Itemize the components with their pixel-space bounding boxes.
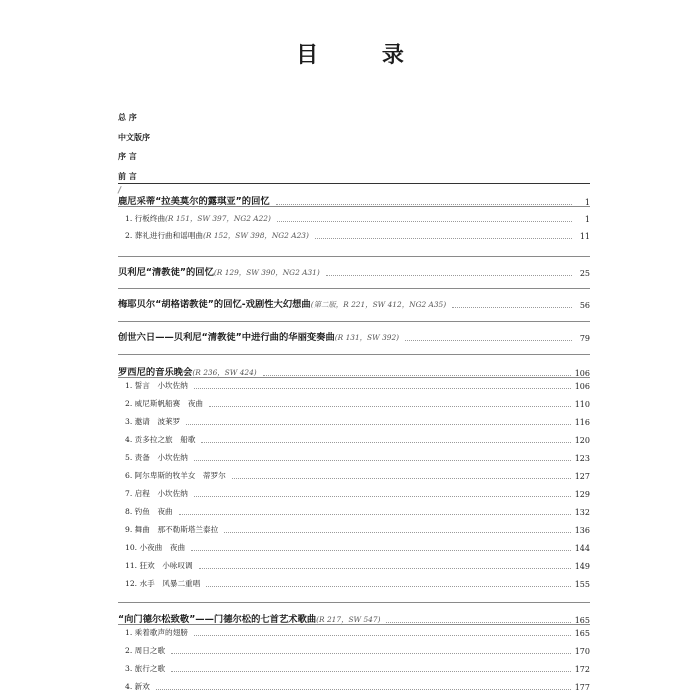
toc-section-mendelssohn[interactable] (118, 611, 590, 625)
item-title: 4. 新欢 (125, 682, 150, 691)
leader-dots (179, 514, 571, 515)
item-title: 7. 启程 小坎佐纳 (125, 489, 188, 498)
item-title: 8. 钓鱼 夜曲 (125, 507, 173, 516)
toc-item[interactable] (118, 542, 590, 553)
toc-item[interactable] (118, 488, 590, 499)
leader-dots (326, 275, 572, 276)
page-number: 116 (574, 418, 590, 427)
item-title: 9. 舞曲 那不勒斯塔兰泰拉 (125, 525, 219, 534)
toc-section-soirees[interactable] (118, 364, 590, 378)
leader-dots (405, 340, 572, 341)
page-number: 56 (579, 301, 590, 310)
page-number: 132 (574, 508, 590, 517)
section-rule (118, 321, 590, 322)
leader-dots (171, 671, 571, 672)
page-number: 11 (579, 232, 590, 241)
item-title: 10. 小夜曲 夜曲 (125, 543, 186, 552)
front-matter-foreword[interactable]: 前 言 (118, 172, 137, 182)
page-number: 165 (574, 616, 590, 625)
item-title: 1. 乘着歌声的翅膀 (125, 628, 188, 637)
toc-section-puritani[interactable] (118, 264, 590, 278)
toc-item[interactable] (118, 416, 590, 427)
section-rule (118, 377, 590, 378)
section-title: 创世六日——贝利尼“清教徒”中进行曲的华丽变奏曲(R 131，SW 392) (118, 332, 400, 343)
leader-dots (201, 442, 570, 443)
catalog-reference: (R 236，SW 424) (192, 368, 257, 377)
section-rule (118, 624, 590, 625)
section-title: 鹿尼采蒂“拉美莫尔的露琪亚”的回忆 (118, 196, 270, 207)
toc-item[interactable] (118, 524, 590, 535)
leader-dots (191, 550, 571, 551)
section-title: “向门德尔松致敬”——门德尔松的七首艺术歌曲(R 217，SW 547) (118, 614, 381, 625)
catalog-reference: (R 152，SW 398，NG2 A23) (203, 231, 309, 240)
toc-item[interactable] (118, 434, 590, 445)
page-number: 172 (574, 665, 590, 674)
toc-item[interactable] (118, 663, 590, 674)
leader-dots (194, 635, 571, 636)
toc-item[interactable] (118, 380, 590, 391)
leader-dots (209, 406, 571, 407)
item-title: 4. 贡多拉之旅 船歌 (125, 435, 196, 444)
page-number: 25 (579, 269, 590, 278)
leader-dots (263, 375, 571, 376)
leader-dots (277, 221, 572, 222)
catalog-reference: (第二版，R 221，SW 412，NG2 A35) (310, 300, 447, 309)
leader-dots (171, 653, 571, 654)
item-title: 2. 周日之歌 (125, 646, 166, 655)
item-title: 3. 旅行之歌 (125, 664, 166, 673)
item-title: 2. 葬礼进行曲和谣唱曲(R 152，SW 398，NG2 A23) (125, 231, 309, 240)
section-rule (118, 354, 590, 355)
page-number: 1 (584, 215, 590, 224)
front-matter-preface[interactable]: 序 言 (118, 152, 137, 162)
leader-dots (194, 460, 571, 461)
section-rule (118, 206, 590, 207)
toc-item[interactable] (118, 560, 590, 571)
item-title: 11. 狂欢 小咏叹调 (125, 561, 193, 570)
leader-dots (232, 478, 571, 479)
page-number: 127 (574, 472, 590, 481)
leader-dots (386, 622, 570, 623)
item-title: 2. 威尼斯帆船赛 夜曲 (125, 399, 204, 408)
toc-item[interactable] (118, 452, 590, 463)
leader-dots (224, 532, 571, 533)
item-title: 3. 邀请 波莱罗 (125, 417, 181, 426)
section-title: 罗西尼的音乐晚会(R 236，SW 424) (118, 367, 257, 378)
front-matter-chinese-preface[interactable]: 中文版序 (118, 132, 150, 142)
page-number: 177 (574, 683, 590, 692)
item-title: 12. 水手 风暴二重唱 (125, 579, 201, 588)
toc-item[interactable] (118, 230, 590, 241)
page-number: 149 (574, 562, 590, 571)
page-number: 165 (574, 629, 590, 638)
toc-item[interactable] (118, 681, 590, 692)
page-number: 120 (574, 436, 590, 445)
leader-dots (315, 238, 572, 239)
page-number: 123 (574, 454, 590, 463)
toc-item[interactable] (118, 627, 590, 638)
page-number: 129 (574, 490, 590, 499)
toc-item[interactable] (118, 470, 590, 481)
section-rule (118, 256, 590, 257)
page-number: 155 (574, 580, 590, 589)
toc-item[interactable] (118, 213, 590, 224)
section-rule (118, 288, 590, 289)
toc-item[interactable] (118, 398, 590, 409)
front-matter-list (118, 113, 150, 192)
item-title: 6. 阿尔卑斯的牧羊女 蒂罗尔 (125, 471, 226, 480)
page-number: 144 (574, 544, 590, 553)
toc-section-huguenots[interactable] (118, 296, 590, 310)
catalog-reference: (R 131，SW 392) (334, 333, 400, 342)
toc-section-hexameron[interactable] (118, 329, 590, 343)
toc-item[interactable] (118, 506, 590, 517)
leader-dots (206, 586, 570, 587)
toc-item[interactable] (118, 645, 590, 656)
section-title: 贝利尼“清教徒”的回忆(R 129，SW 390，NG2 A31) (118, 267, 320, 278)
page-title: 目 录 (296, 43, 432, 68)
section-divider (118, 183, 590, 184)
toc-item[interactable] (118, 578, 590, 589)
section-rule (118, 602, 590, 603)
item-title: 1. 行板终曲(R 151，SW 397，NG2 A22) (125, 214, 271, 223)
item-title: 1. 誓言 小坎佐纳 (125, 381, 188, 390)
page-number: 106 (574, 382, 590, 391)
item-title: 5. 责备 小坎佐纳 (125, 453, 188, 462)
page-number: 1 (584, 198, 590, 207)
leader-dots (186, 424, 570, 425)
catalog-reference: (R 151，SW 397，NG2 A22) (165, 214, 271, 223)
catalog-reference: (R 129，SW 390，NG2 A31) (213, 268, 320, 277)
leader-dots (194, 496, 571, 497)
leader-dots (452, 307, 572, 308)
page-number: 106 (574, 369, 590, 378)
leader-dots (276, 204, 572, 205)
page-number: 170 (574, 647, 590, 656)
page-number: 110 (574, 400, 590, 409)
page-number: 79 (579, 334, 590, 343)
leader-dots (156, 689, 571, 690)
page-number: 136 (574, 526, 590, 535)
front-matter-general-preface[interactable]: 总 序 (118, 113, 137, 122)
leader-dots (194, 388, 571, 389)
toc-section-lucia[interactable] (118, 193, 590, 207)
catalog-reference: (R 217，SW 547) (316, 615, 381, 624)
leader-dots (199, 568, 571, 569)
section-title: 梅耶贝尔“胡格诺教徒”的回忆-戏剧性大幻想曲(第二版，R 221，SW 412，NG2 A35) (118, 299, 447, 310)
